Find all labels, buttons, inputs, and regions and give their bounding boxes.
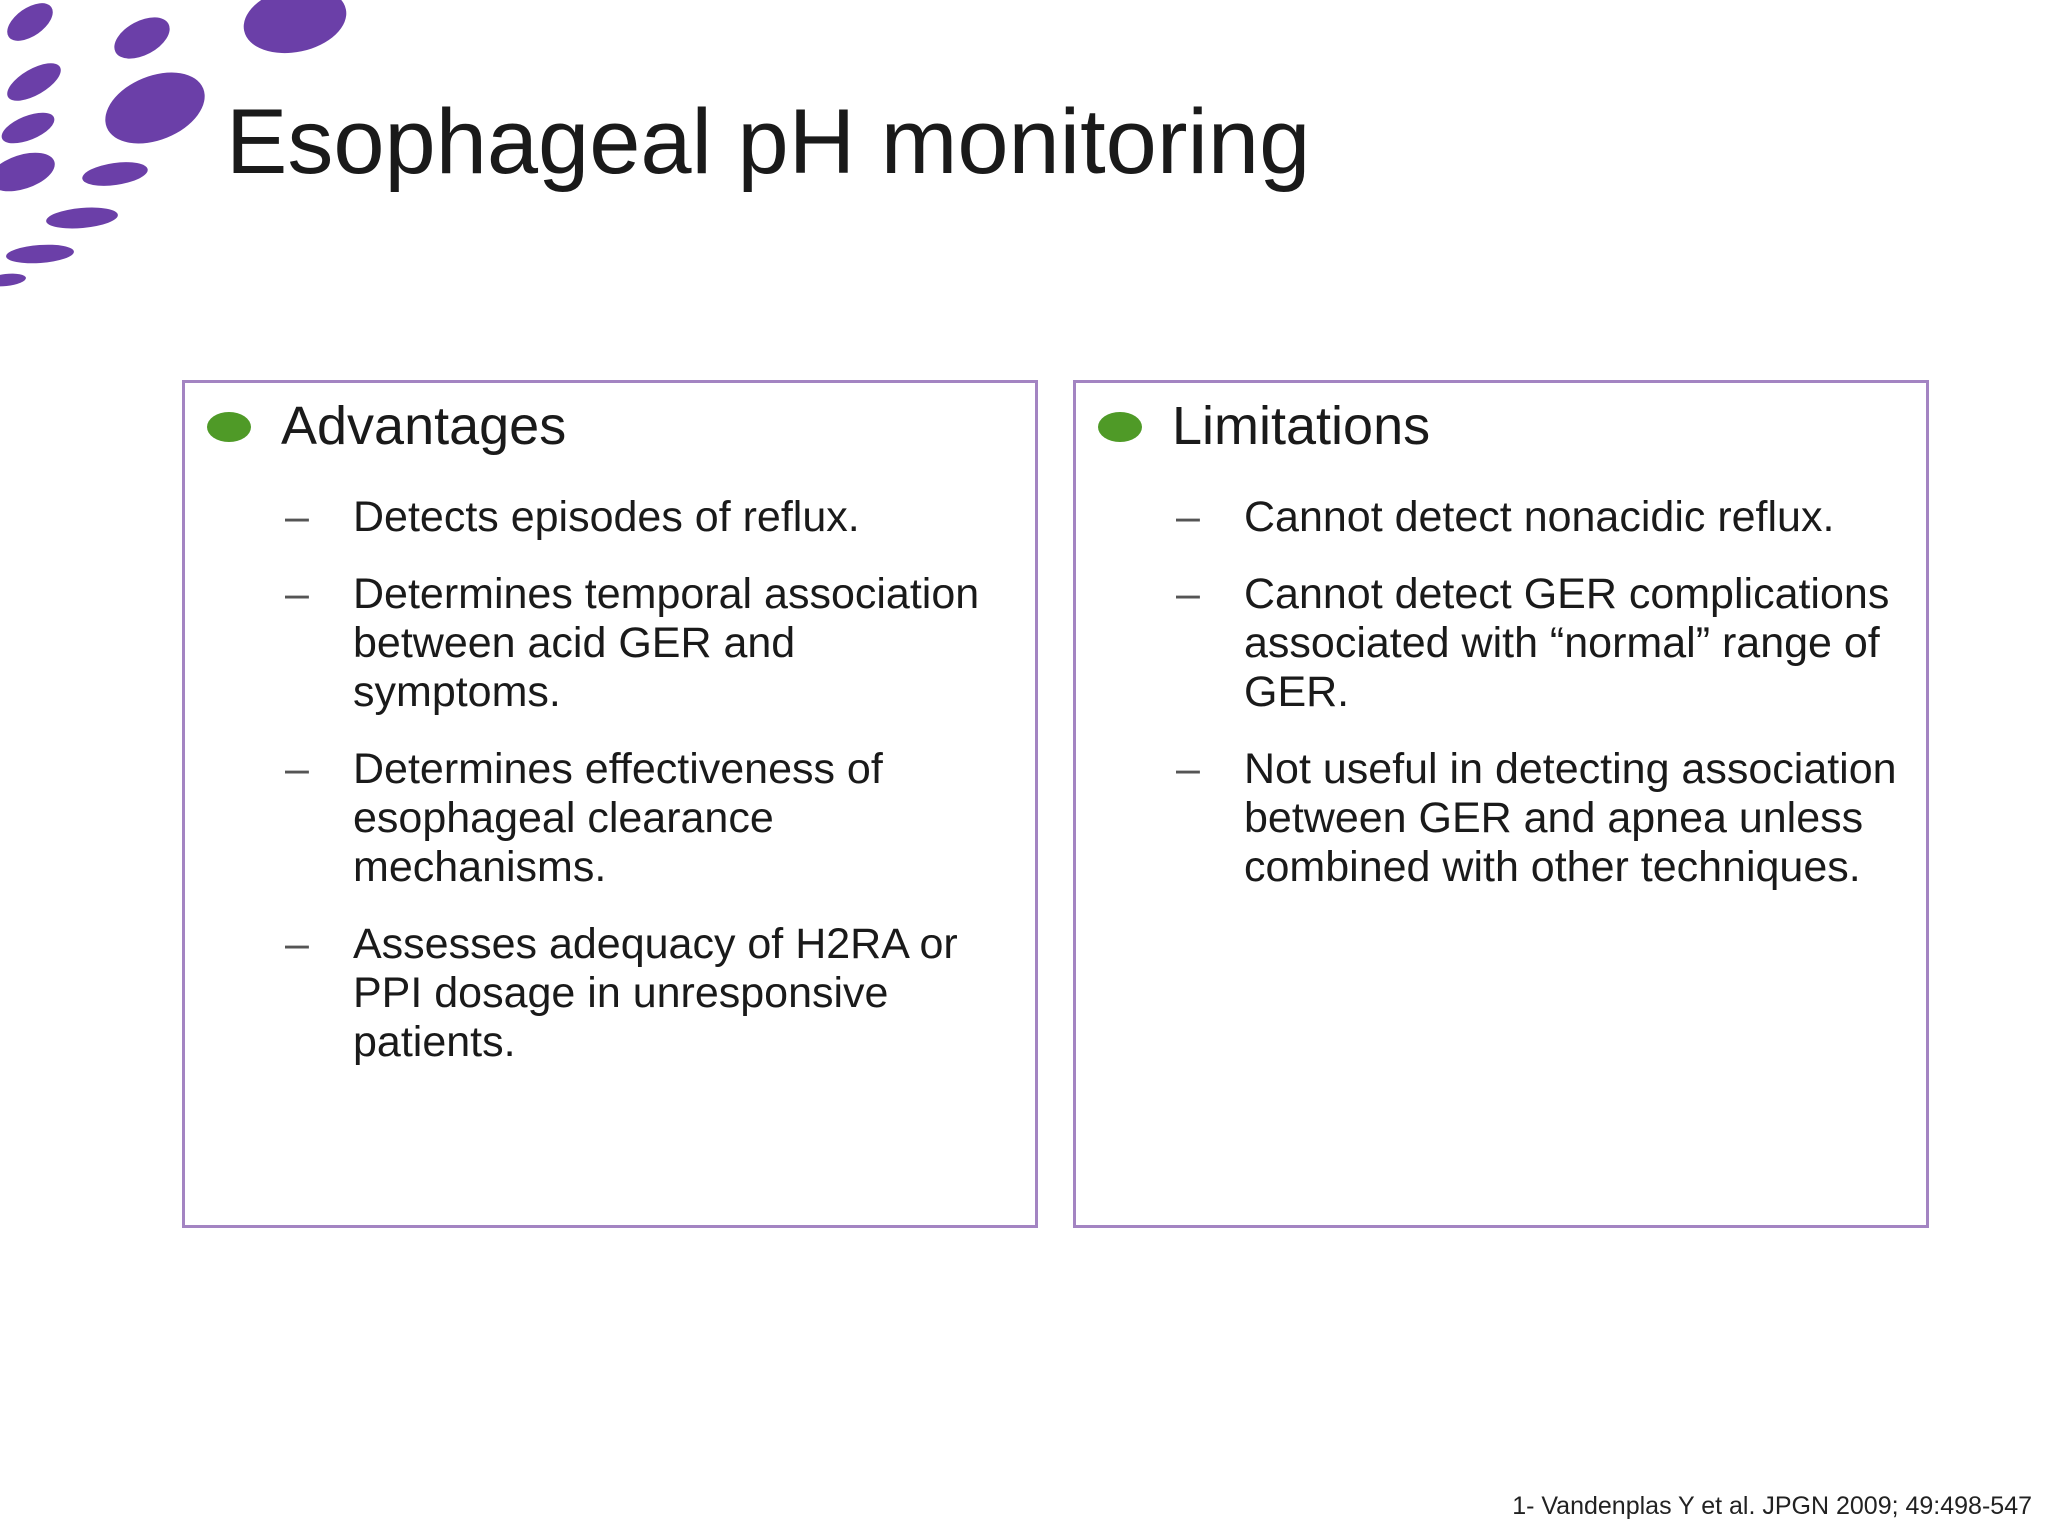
list-item — [1176, 493, 1906, 542]
panel-header — [207, 393, 566, 461]
dash-marker: – — [1176, 493, 1200, 541]
list-item-text: Not useful in detecting association between GER and apnea unless combined with other techniques. — [1244, 745, 1897, 891]
green-bullet-icon — [207, 412, 251, 442]
list-item-text: Determines effectiveness of esophageal clearance mechanisms. — [353, 745, 883, 891]
list-item — [285, 920, 1015, 1067]
limitations-list — [1176, 493, 1906, 920]
dash-marker: – — [1176, 745, 1200, 793]
dash-marker: – — [1176, 570, 1200, 618]
list-item — [285, 570, 1015, 717]
list-item-text: Cannot detect GER complications associated with “normal” range of GER. — [1244, 570, 1890, 716]
dash-marker: – — [285, 570, 309, 618]
green-bullet-icon — [1098, 412, 1142, 442]
citation-text: 1- Vandenplas Y et al. JPGN 2009; 49:498-547 — [1512, 1492, 2032, 1520]
panel-heading: Advantages — [281, 396, 567, 456]
advantages-list — [285, 493, 1015, 1095]
list-item — [1176, 570, 1906, 717]
list-item — [285, 493, 1015, 542]
panel-heading: Limitations — [1172, 396, 1431, 456]
dash-marker: – — [285, 745, 309, 793]
dash-marker: – — [285, 920, 309, 968]
list-item — [285, 745, 1015, 892]
list-item-text: Detects episodes of reflux. — [353, 493, 860, 541]
list-item — [1176, 745, 1906, 892]
advantages-panel — [182, 380, 1038, 1228]
limitations-panel — [1073, 380, 1929, 1228]
dash-marker: – — [285, 493, 309, 541]
list-item-text: Determines temporal association between acid GER and symptoms. — [353, 570, 980, 716]
list-item-text: Cannot detect nonacidic reflux. — [1244, 493, 1835, 541]
list-item-text: Assesses adequacy of H2RA or PPI dosage in unresponsive patients. — [353, 920, 958, 1066]
panel-header — [1098, 393, 1430, 461]
slide-title: Esophageal pH monitoring — [226, 91, 1311, 193]
